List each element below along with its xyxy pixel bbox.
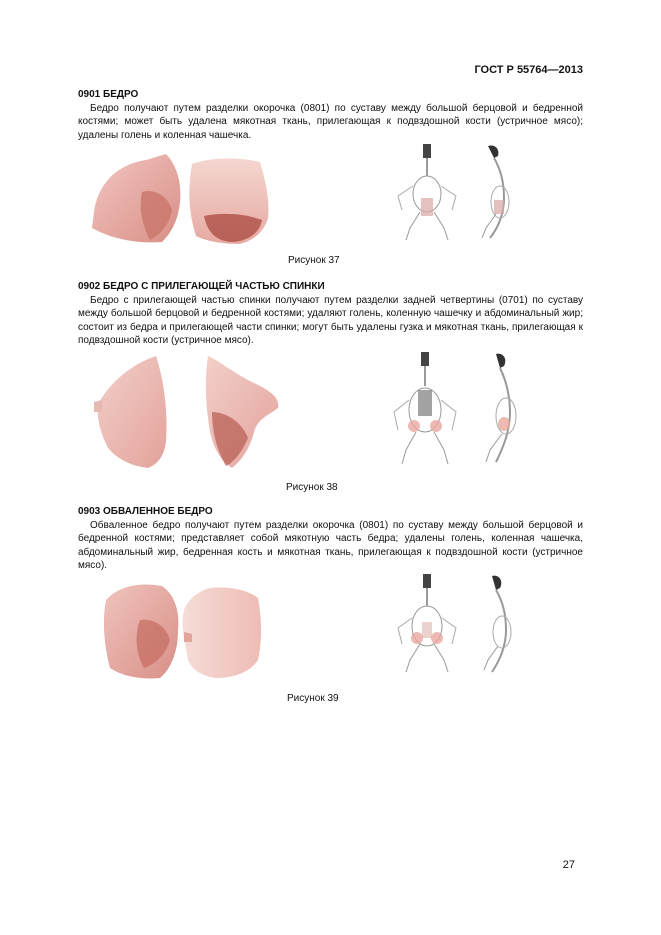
section-title-0901: 0901 БЕДРО: [78, 89, 139, 100]
skeleton-front-view-thigh: [392, 142, 460, 242]
figure-caption-39: Рисунок 39: [287, 693, 339, 704]
photo-thigh-with-back-pieces: [92, 352, 288, 472]
document-standard-number: ГОСТ Р 55764—2013: [474, 64, 583, 76]
skeleton-side-view-thigh-with-back: [478, 350, 526, 468]
skeleton-side-view-boneless-thigh: [476, 572, 524, 674]
skeleton-side-view-thigh: [474, 142, 522, 242]
section-text-0902: Бедро с прилегающей частью спинки получают путем разделки задней четвертины (0701) по суставу между большой берцовой и бедренной костями; удаляют голень, коленную чашечку и абдоминальный жир; состоит из бедра и прилегающей части спинки; могут быть удалены гузка и мякотная ткань, прилегающая к подвздошной кости (устричное мясо).: [78, 295, 583, 346]
skeleton-front-view-boneless-thigh: [392, 572, 462, 674]
figure-caption-38: Рисунок 38: [286, 482, 338, 493]
photo-boneless-thigh-pieces: [100, 580, 270, 684]
section-title-0903: 0903 ОБВАЛЕННОЕ БЕДРО: [78, 506, 213, 517]
section-text-0901: Бедро получают путем разделки окорочка (0801) по суставу между большой берцовой и бедренной костями; может быть удалена мякотная ткань, прилегающая к подвздошной кости (устричное мясо); удалены голень и коленная чашечка.: [78, 103, 583, 141]
section-title-0902: 0902 БЕДРО С ПРИЛЕГАЮЩЕЙ ЧАСТЬЮ СПИНКИ: [78, 281, 325, 292]
page-number: 27: [562, 859, 575, 871]
figure-caption-37: Рисунок 37: [288, 255, 340, 266]
section-text-0903: Обваленное бедро получают путем разделки окорочка (0801) по суставу между большой берцовой и бедренной костями; представляет собой мякотную часть бедра; удалены голень, коленная чашечка, абдоминальный жир, бедренная кость и мякотная ткань, прилегающая к подвздошной кости (устричное мясо).: [78, 520, 583, 571]
skeleton-front-view-thigh-with-back: [388, 350, 462, 468]
photo-thigh-pieces: [84, 152, 284, 248]
